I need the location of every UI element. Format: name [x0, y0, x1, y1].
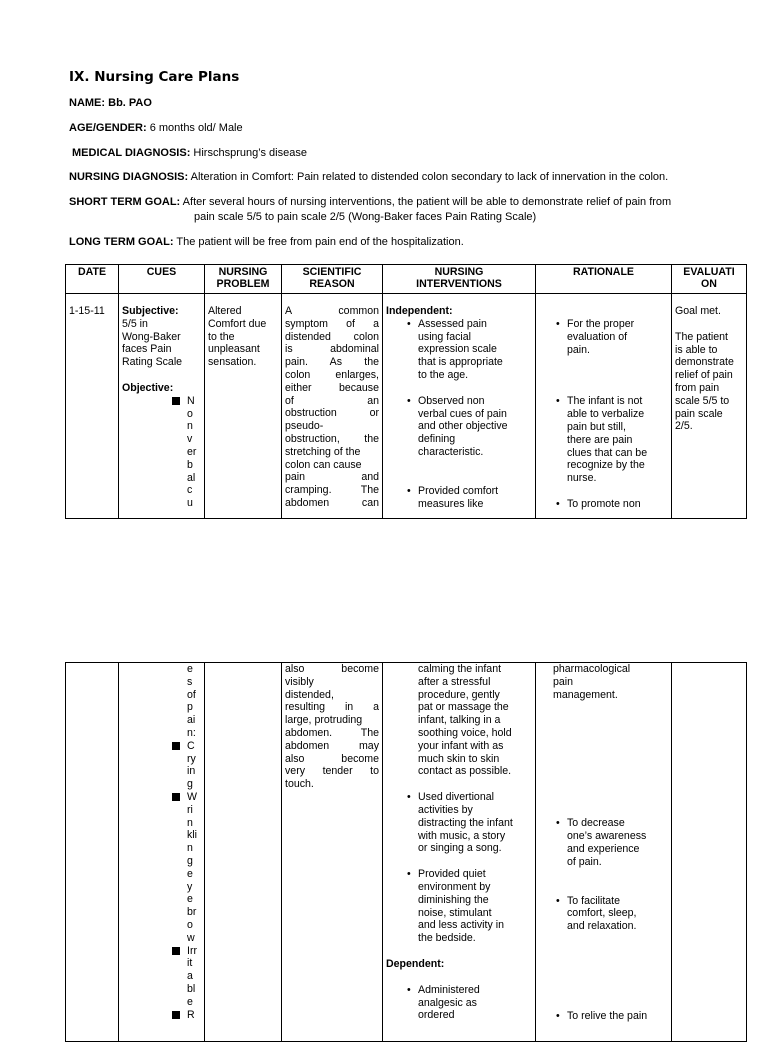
objective-cue-r: R [122, 1009, 201, 1022]
header-rationale: RATIONALE [536, 265, 672, 294]
header-cues: CUES [119, 265, 205, 294]
age-value: 6 months old/ Male [149, 122, 243, 134]
ltg-label: LONG TERM GOAL: [69, 236, 174, 248]
evaluation-cell [672, 663, 747, 1042]
subjective-text: 5/5 in Wong-Baker faces Pain Rating Scale [122, 317, 183, 369]
stg-value: After several hours of nursing interventions, the patient will be able to demonstrate relief of pain from [182, 196, 672, 208]
objective-label: Objective: [122, 381, 174, 394]
objective-cue-nonverbal: N o n v er b al c u [122, 395, 201, 510]
rationale-cell [536, 294, 672, 519]
header-evaluation: EVALUATI ON [672, 265, 747, 294]
dependent-list [386, 984, 532, 1022]
name-label: NAME: [69, 97, 106, 109]
evaluation-text: The patient is able to demonstrate relief of pain from pain scale 5/5 to pain scale 2/5. [675, 330, 734, 433]
interventions-list [386, 791, 532, 945]
list-item: • To facilitate comfort, sleep, and relaxation. [553, 895, 668, 933]
nursing-diagnosis-line [69, 171, 668, 184]
square-bullet-icon [172, 1011, 180, 1019]
evaluation-status: Goal met. [675, 305, 721, 317]
long-term-goal-line [69, 236, 464, 249]
reason-cell: also become visibly distended, resulting in a large, protruding abdomen. The abdomen may also become very tender to touch. [282, 663, 383, 1042]
square-bullet-icon [172, 793, 180, 801]
rationale-list [539, 318, 668, 511]
problem-cell: Altered Comfort due to the unpleasant sensation. [205, 294, 282, 519]
evaluation-cell [672, 294, 747, 519]
square-bullet-icon [172, 742, 180, 750]
list-item: • The infant is not able to verbalize pain but still, there are pain clues that can be recognize by the nurse. [553, 395, 668, 485]
short-term-goal-line [69, 196, 671, 209]
subjective-label: Subjective: [122, 305, 179, 317]
age-label: AGE/GENDER: [69, 122, 147, 134]
problem-cell [205, 663, 282, 1042]
age-gender-line [69, 122, 243, 135]
independent-label: Independent: [386, 305, 453, 317]
list-item: • To relive the pain [553, 1010, 668, 1023]
list-item: • Administered analgesic as ordered [404, 984, 532, 1022]
page-title: IX. Nursing Care Plans [69, 69, 240, 85]
cues-cell [119, 663, 205, 1042]
list-item: • Provided comfort measures like [404, 485, 532, 511]
cues-cell [119, 294, 205, 519]
list-item: • Assessed pain using facial expression scale that is appropriate to the age. [404, 318, 532, 382]
care-plan-table-page-2 [65, 662, 747, 1042]
list-item: • To promote non [553, 498, 668, 511]
objective-cue-continued: e s of p ai n: [187, 663, 196, 739]
rationale-continued: pharmacological pain management. [553, 663, 631, 701]
medical-value: Hirschsprung’s disease [193, 147, 307, 159]
date-cell [66, 663, 119, 1042]
list-item: • Provided quiet environment by diminishing the noise, stimulant and less activity in the bedside. [404, 868, 532, 945]
medical-diagnosis-line [72, 147, 307, 160]
header-date: DATE [66, 265, 119, 294]
name-value: Bb. PAO [108, 97, 152, 109]
interventions-cell [383, 294, 536, 519]
list-item: • For the proper evaluation of pain. [553, 318, 668, 356]
square-bullet-icon [172, 947, 180, 955]
header-interventions: NURSING INTERVENTIONS [383, 265, 536, 294]
short-term-goal-line-2: pain scale 5/5 to pain scale 2/5 (Wong-Baker faces Pain Rating Scale) [194, 211, 537, 223]
nursing-value: Alteration in Comfort: Pain related to distended colon secondary to lack of innervation in the colon. [190, 171, 669, 183]
table-row [66, 294, 747, 519]
objective-cue-wrinkling: W ri n kli n g e y e br o w [122, 791, 201, 945]
ltg-value: The patient will be free from pain end of the hospitalization. [176, 236, 464, 248]
reason-cell: A common symptom of a distended colon is abdominal pain. As the colon enlarges, either because of an obstruction or pseudo- obstruction, the stretching of the colon can cause pain and cramping. The abdomen can [282, 294, 383, 519]
list-item: • Used divertional activities by distracting the infant with music, a story or singing a song. [404, 791, 532, 855]
medical-label: MEDICAL DIAGNOSIS: [72, 147, 191, 159]
header-reason: SCIENTIFIC REASON [282, 265, 383, 294]
list-item: • Observed non verbal cues of pain and other objective defining characteristic. [404, 395, 532, 459]
header-problem: NURSING PROBLEM [205, 265, 282, 294]
rationale-list [539, 817, 668, 1022]
interventions-cell [383, 663, 536, 1042]
square-bullet-icon [172, 397, 180, 405]
nursing-label: NURSING DIAGNOSIS: [69, 171, 189, 183]
header-row [66, 265, 747, 294]
list-item: • To decrease one’s awareness and experience of pain. [553, 817, 668, 868]
table-row [66, 663, 747, 1042]
care-plan-table-page-1 [65, 264, 747, 519]
rationale-cell [536, 663, 672, 1042]
date-cell: 1-15-11 [66, 294, 119, 519]
stg-label: SHORT TERM GOAL: [69, 196, 181, 208]
patient-name-line [69, 97, 152, 110]
objective-cue-crying: C ry in g [122, 740, 201, 791]
interventions-list [386, 318, 532, 511]
intervention-continued: calming the infant after a stressful procedure, gently pat or massage the infant, talking in a soothing voice, hold your infant with as much skin to skin contact as possible. [418, 663, 512, 778]
objective-cue-irritable: Irr it a bl e [122, 945, 201, 1009]
dependent-label: Dependent: [386, 957, 445, 970]
